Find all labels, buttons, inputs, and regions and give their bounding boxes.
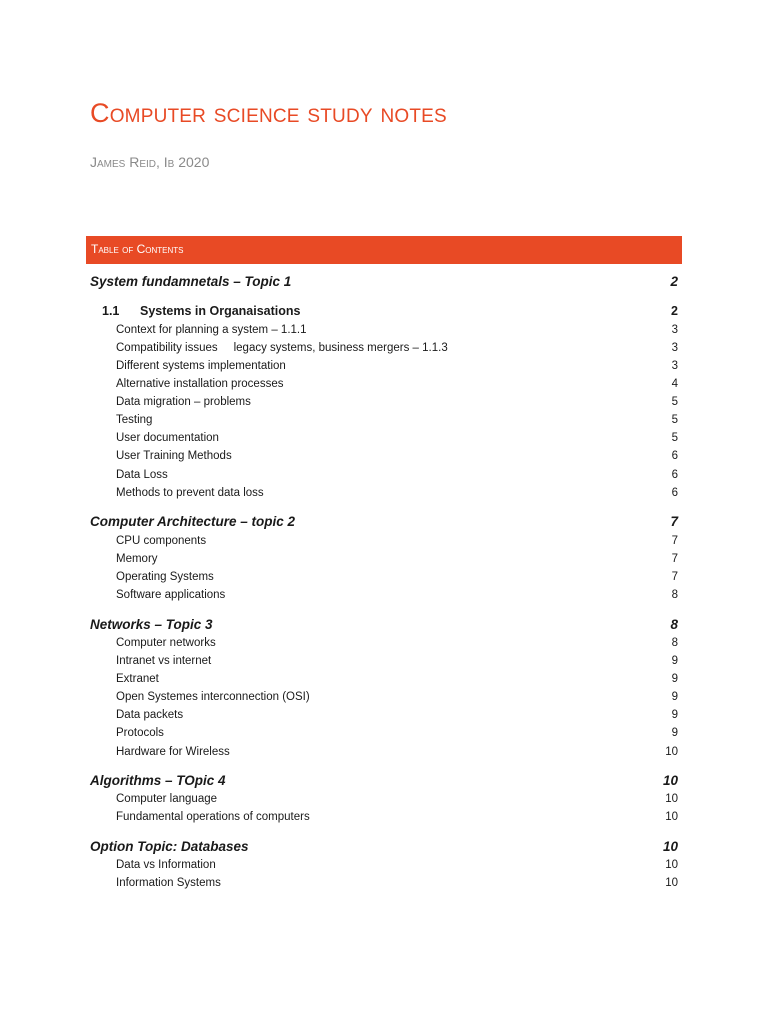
toc-entry-number: 1.1 xyxy=(102,304,120,318)
toc-entry-page-number: 10 xyxy=(665,859,678,871)
toc-entry-label: Data packets xyxy=(116,709,184,721)
toc-entry-page-number: 6 xyxy=(671,487,678,499)
toc-entry-page-number: 10 xyxy=(665,811,678,823)
document-title: Computer science study notes xyxy=(90,98,447,128)
toc-entry-label: Data Loss xyxy=(116,469,168,481)
toc-entry-page-number: 2 xyxy=(670,274,678,289)
toc-entry-page-number: 7 xyxy=(671,553,678,565)
toc-entry-page-number: 5 xyxy=(671,432,678,444)
toc-entry-label: Computer networks xyxy=(116,637,216,649)
toc-entry-label: Context for planning a system – 1.1.1 xyxy=(116,324,307,336)
toc-entry-label: User documentation xyxy=(116,432,219,444)
toc-entry-label: Methods to prevent data loss xyxy=(116,487,264,499)
toc-entry-label: Intranet vs internet xyxy=(116,655,212,667)
toc-entry-page-number: 5 xyxy=(671,414,678,426)
toc-entry-label: CPU components xyxy=(116,535,207,547)
toc-entry-page-number: 7 xyxy=(671,535,678,547)
toc-entry-label: Hardware for Wireless xyxy=(116,746,230,758)
toc-entry-page-number: 6 xyxy=(671,450,678,462)
toc-entry-label: Compatibility issues legacy systems, business mergers – 1.1.3 xyxy=(116,342,448,354)
toc-entry-page-number: 3 xyxy=(671,360,678,372)
toc-entry-page-number: 8 xyxy=(671,637,678,649)
toc-entry-page-number: 9 xyxy=(671,727,678,739)
toc-entry-label: Open Systemes interconnection (OSI) xyxy=(116,691,310,703)
toc-entry-page-number: 10 xyxy=(662,773,678,788)
toc-entry-page-number: 10 xyxy=(665,746,678,758)
toc-entry-label: Option Topic: Databases xyxy=(90,839,249,854)
toc-entry-label: Data migration – problems xyxy=(116,396,251,408)
toc-banner-title: Table of Contents xyxy=(91,242,184,256)
toc-entry-page-number: 7 xyxy=(670,514,678,529)
toc-entry-page-number: 2 xyxy=(671,304,678,318)
toc-entry-page-number: 10 xyxy=(662,839,678,854)
toc-entry-label: Memory xyxy=(116,553,158,565)
toc-banner xyxy=(86,236,682,264)
toc-entry-label: Computer Architecture – topic 2 xyxy=(90,514,296,529)
toc-entry-label: Information Systems xyxy=(116,877,221,889)
toc-entry-page-number: 8 xyxy=(671,589,678,601)
toc-entry-page-number: 3 xyxy=(671,342,678,354)
toc-entry-page-number: 9 xyxy=(671,691,678,703)
toc-entry-label: Testing xyxy=(116,414,153,426)
toc-entry-page-number: 5 xyxy=(671,396,678,408)
toc-entry-label: Protocols xyxy=(116,727,164,739)
toc-entry-page-number: 9 xyxy=(671,673,678,685)
toc-entry-label: Software applications xyxy=(116,589,226,601)
toc-entry-page-number: 9 xyxy=(671,709,678,721)
toc-entry-label: Data vs Information xyxy=(116,859,216,871)
toc-entry-page-number: 8 xyxy=(670,617,678,632)
toc-entry-page-number: 4 xyxy=(671,378,678,390)
toc-entry-label: Systems in Organaisations xyxy=(140,304,301,318)
toc-entry-page-number: 3 xyxy=(671,324,678,336)
toc-entry-page-number: 10 xyxy=(665,877,678,889)
toc-entry-label: Fundamental operations of computers xyxy=(116,811,310,823)
toc-entry-page-number: 7 xyxy=(671,571,678,583)
toc-entry-label: User Training Methods xyxy=(116,450,232,462)
toc-entry-label: System fundamnetals – Topic 1 xyxy=(90,274,292,289)
toc-entry-label: Computer language xyxy=(116,793,218,805)
toc-entry-label: Extranet xyxy=(116,673,159,685)
document-author: James Reid, Ib 2020 xyxy=(90,154,210,170)
toc-entry-label: Operating Systems xyxy=(116,571,214,583)
toc-entry-label: Alternative installation processes xyxy=(116,378,284,390)
toc-entry-label: Networks – Topic 3 xyxy=(90,617,213,632)
toc-entry-label: Algorithms – TOpic 4 xyxy=(90,773,226,788)
toc-entry-page-number: 6 xyxy=(671,469,678,481)
toc-entry-page-number: 9 xyxy=(671,655,678,667)
toc-entry-label: Different systems implementation xyxy=(116,360,286,372)
toc-entry-page-number: 10 xyxy=(665,793,678,805)
